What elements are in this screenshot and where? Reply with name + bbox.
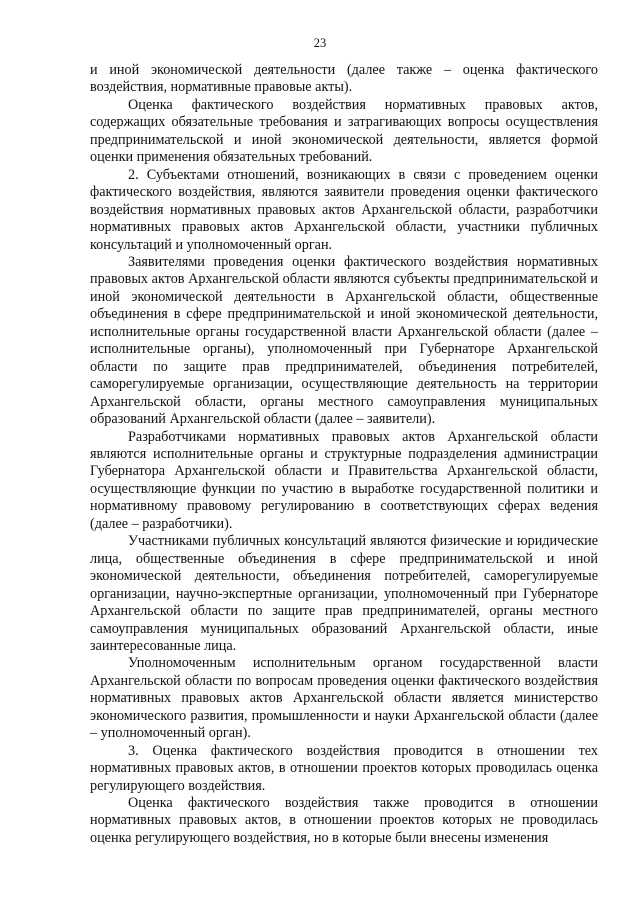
paragraph-subjects: 2. Субъектами отношений, возникающих в связи с проведением оценки фактического воздействия, являются заявители проведения оценки фактического воздействия нормативных правовых актов Архангельской области, разработчики нормативных правовых актов Архангельской области, участники публичных консультаций и уполномоченный орган. [90,166,598,253]
paragraph-assessment-form: Оценка фактического воздействия нормативных правовых актов, содержащих обязательные требования и затрагивающих вопросы осуществления предпринимательской и иной экономической деятельности, является формой оценки применения обязательных требований. [90,96,598,166]
paragraph-continuation: и иной экономической деятельности (далее также – оценка фактического воздействия, нормативные правовые акты). [90,62,598,96]
page-number: 23 [313,36,327,50]
paragraph-applicants: Заявителями проведения оценки фактического воздействия нормативных правовых актов Архангельской области являются субъекты предпринимательской и иной экономической деятельности в Архангельской области, общественные объединения в сфере предпринимательской и иной экономической деятельности, исполнительные органы государственной власти Архангельской области (далее – исполнительные органы), уполномоченный при Губернаторе Архангельской области по защите прав предпринимателей, объединения потребителей, саморегулируемые организации, осуществляющие деятельность на территории Архангельской области, органы местного самоуправления муниципальных образований Архангельской области (далее – заявители). [90,253,598,428]
document-body [90,62,598,847]
paragraph-participants: Участниками публичных консультаций являются физические и юридические лица, общественные объединения в сфере предпринимательской и иной экономической деятельности, объединения потребителей, саморегулируемые организации, научно-экспертные организации, уполномоченный при Губернаторе Архангельской области по защите прав предпринимателей, органы местного самоуправления муниципальных образований Архангельской области, иные заинтересованные лица. [90,533,598,654]
paragraph-scope-3: 3. Оценка фактического воздействия проводится в отношении тех нормативных правовых актов, в отношении проектов которых проводилась оценка регулирующего воздействия. [90,742,598,794]
paragraph-authorized-body: Уполномоченным исполнительным органом государственной власти Архангельской области по вопросам проведения оценки фактического воздействия нормативных правовых актов Архангельской области является министерство экономического развития, промышленности и науки Архангельской области (далее – уполномоченный орган). [90,655,598,742]
paragraph-developers: Разработчиками нормативных правовых актов Архангельской области являются исполнительные органы и структурные подразделения администрации Губернатора Архангельской области и Правительства Архангельской области, осуществляющие функции по участию в выработке государственной политики и нормативному правовому регулированию в соответствующих сферах ведения (далее – разработчики). [90,428,598,532]
paragraph-scope-additional: Оценка фактического воздействия также проводится в отношении нормативных правовых актов, в отношении проектов которых не проводилась оценка регулирующего воздействия, но в которые были внесены изменения [90,795,598,846]
